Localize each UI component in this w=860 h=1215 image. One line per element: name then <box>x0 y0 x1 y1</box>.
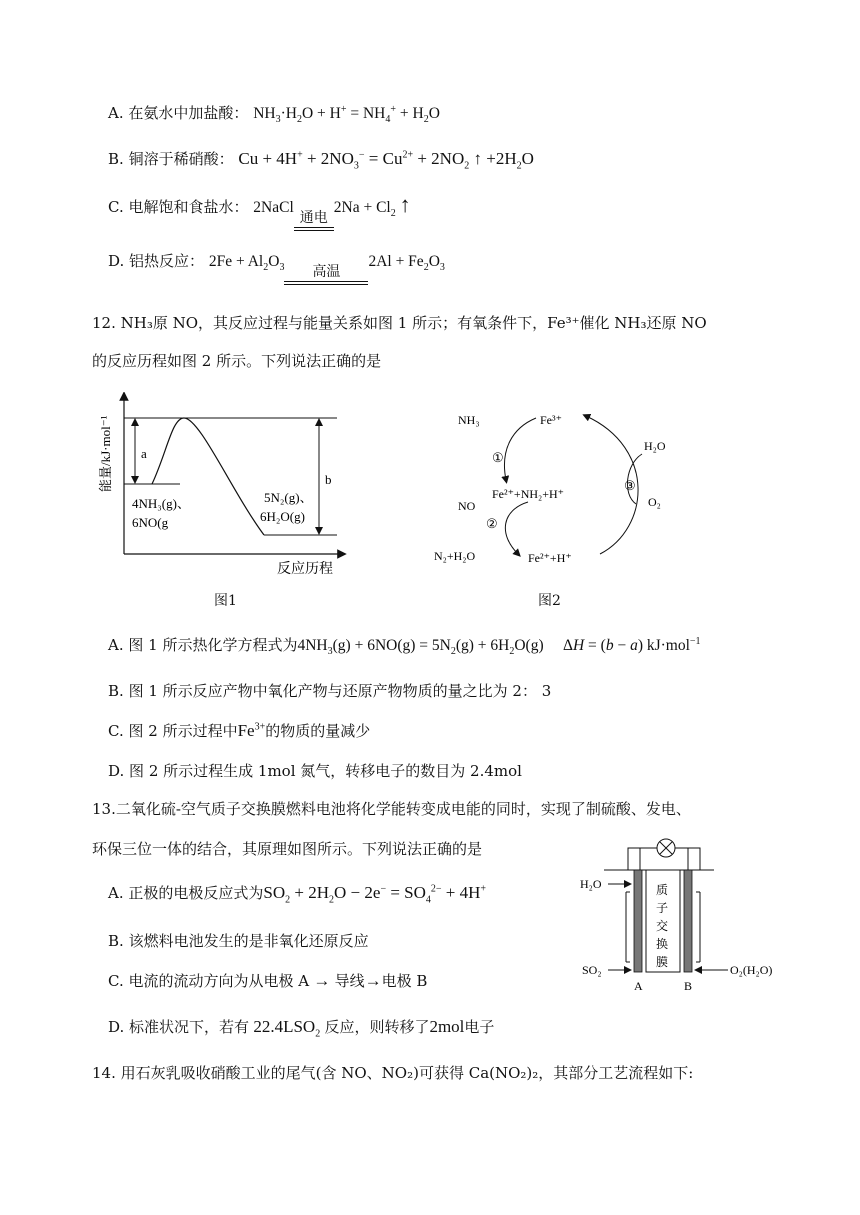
option-text: 图 2 所示过程生成 1mol 氮气，转移电子的数目为 2.4mol <box>129 762 522 780</box>
option-text: 图 1 所示反应产物中氧化产物与还原产物物质的量之比为 2： 3 <box>128 682 552 700</box>
option-label: D. <box>108 252 125 270</box>
q12-option-a <box>108 634 701 657</box>
equation: $SO_2 + 2H_2O - 2e^- = SO_4^{2-} + 4H^+$ <box>263 883 487 906</box>
option-label: B. <box>108 682 124 700</box>
q12-stem-line2: 的反应历程如图 2 所示。下列说法正确的是 <box>92 352 382 370</box>
option-label: D. <box>108 1018 125 1036</box>
no-label: NO <box>458 499 476 513</box>
option-text: 该燃料电池发生的是非氧化还原反应 <box>128 932 369 950</box>
option-text: 在氨水中加盐酸： <box>128 104 249 122</box>
option-label: C. <box>108 198 124 216</box>
membrane-char-2: 子 <box>656 901 669 915</box>
o2-label: O₂ <box>648 495 661 509</box>
q13-option-b <box>108 930 369 952</box>
option-text-mid: 反应，则转移了 <box>324 1018 430 1036</box>
step1-label: ① <box>492 450 504 465</box>
option-label: A. <box>108 884 124 902</box>
q13-stem-line1: 13.二氧化硫-空气质子交换膜燃料电池将化学能转变成电能的同时，实现了制硫酸、发电、 <box>92 800 691 818</box>
equation: 2NaCl 通电 $2Na + Cl_2$ ↑ <box>253 199 410 216</box>
option-text-post: 电极 B <box>381 972 428 990</box>
membrane-char-4: 换 <box>656 937 669 951</box>
fig2-caption: 图2 <box>538 593 561 609</box>
option-text: 电解饱和食盐水： <box>128 198 249 216</box>
q13-option-c: C. 电流的流动方向为从电极 A → 导线→电极 B <box>108 971 428 990</box>
membrane-char-3: 交 <box>656 919 669 933</box>
equation: $Cu + 4H^+ + 2NO_3^- = Cu^{2+} + 2NO_2$ ↑ $+2H_2O$ <box>238 149 534 172</box>
q12-option-c: C. 图 2 所示过程中$Fe^{3+}$的物质的量减少 <box>108 721 371 740</box>
membrane-char-5: 膜 <box>656 955 669 969</box>
y-axis-label: 能量/kJ·mol⁻¹ <box>98 415 113 492</box>
option-label: B. <box>108 150 124 168</box>
option-text-post: 电子 <box>464 1018 495 1036</box>
option-text: 标准状况下，若有 <box>129 1018 250 1036</box>
option-text-2: 的物质的量减少 <box>265 722 371 740</box>
q13-option-a <box>108 882 486 904</box>
option-label: C. <box>108 722 124 740</box>
equation: $2Fe + Al_2O_3$ 高温 $2Al + Fe_2O_3$ <box>209 253 445 270</box>
condition-label: 高温 <box>312 265 341 280</box>
label-b: b <box>325 472 332 487</box>
equation: $NH_3\cdot H_2O + H^+ = NH_4^+ + H_2O$ <box>253 103 440 126</box>
electrode-b <box>684 870 692 972</box>
product-label-1: 5N₂(g)、 <box>264 490 313 505</box>
option-label: B. <box>108 932 124 950</box>
q11-option-c <box>108 182 411 231</box>
electrode-b-label: B <box>684 979 693 993</box>
reaction-cycle-fig2 <box>430 398 680 578</box>
equation: $4NH_3(g) + 6NO(g) = 5N_2(g) + 6H_2O(g)$ ΔH = (b − a) kJ·mol$^{-1}$ <box>297 635 701 658</box>
q11-option-d <box>108 238 445 285</box>
electrode-a-label: A <box>634 979 643 993</box>
option-text: 电流的流动方向为从电极 A <box>128 972 310 990</box>
q11-option-b <box>108 148 534 170</box>
option-label: A. <box>108 636 124 654</box>
option-text: 铝热反应： <box>129 252 205 270</box>
membrane-char-1: 质 <box>656 883 669 897</box>
q12-stem-line1: 12. NH₃原 NO，其反应过程与能量关系如图 1 所示；有氧条件下，Fe³⁺催化 NH₃还原 NO <box>92 314 707 332</box>
x-axis-label: 反应历程 <box>277 562 333 577</box>
h2o-label: H₂O <box>644 439 666 453</box>
bottom-species-label: Fe²⁺+H⁺ <box>528 551 572 565</box>
nh3-label: NH₃ <box>458 413 480 427</box>
option-text: 图 2 所示过程中 <box>128 722 238 740</box>
option-text: 铜溶于稀硝酸： <box>128 150 234 168</box>
label-a: a <box>141 446 147 461</box>
option-label: C. <box>108 972 124 990</box>
option-text: 正极的电极反应式为 <box>128 884 264 902</box>
fe3-label: Fe³⁺ <box>540 413 562 427</box>
q12-option-d <box>108 760 522 782</box>
step3-label: ③ <box>624 478 636 493</box>
option-label: A. <box>108 104 124 122</box>
product-label-2: 6H₂O(g) <box>260 509 305 524</box>
fig1-caption: 图1 <box>214 593 237 609</box>
reactant-label-1: 4NH₃(g)、 <box>132 496 190 511</box>
q13-stem-line2: 环保三位一体的结合，其原理如图所示。下列说法正确的是 <box>92 840 483 858</box>
q14-stem: 14. 用石灰乳吸收硝酸工业的尾气(含 NO、NO₂)可获得 Ca(NO₂)₂，其部分工艺流程如下: <box>92 1064 694 1082</box>
mid-species-label: Fe²⁺+NH₂+H⁺ <box>492 487 564 501</box>
n2-h2o-label: N₂+H₂O <box>434 549 476 563</box>
q13-option-d: D. 标准状况下，若有 $22.4LSO_2$ 反应，则转移了2mol电子 <box>108 1017 495 1040</box>
q12-option-b <box>108 680 551 702</box>
step2-label: ② <box>486 516 498 531</box>
option-text: 图 1 所示热化学方程式为 <box>128 636 298 654</box>
o2-inlet-label: O₂(H₂O) <box>730 963 773 977</box>
fuel-cell-diagram <box>578 830 798 1000</box>
option-label: D. <box>108 762 125 780</box>
option-text-mid: 导线 <box>334 972 365 990</box>
condition-label: 通电 <box>299 211 328 226</box>
so2-inlet-label: SO₂ <box>582 963 602 977</box>
electrode-a <box>634 870 642 972</box>
q11-option-a <box>108 102 440 125</box>
h2o-inlet-label: H₂O <box>580 877 602 891</box>
reactant-label-2: 6NO(g <box>132 515 169 530</box>
energy-diagram-fig1 <box>92 392 352 582</box>
